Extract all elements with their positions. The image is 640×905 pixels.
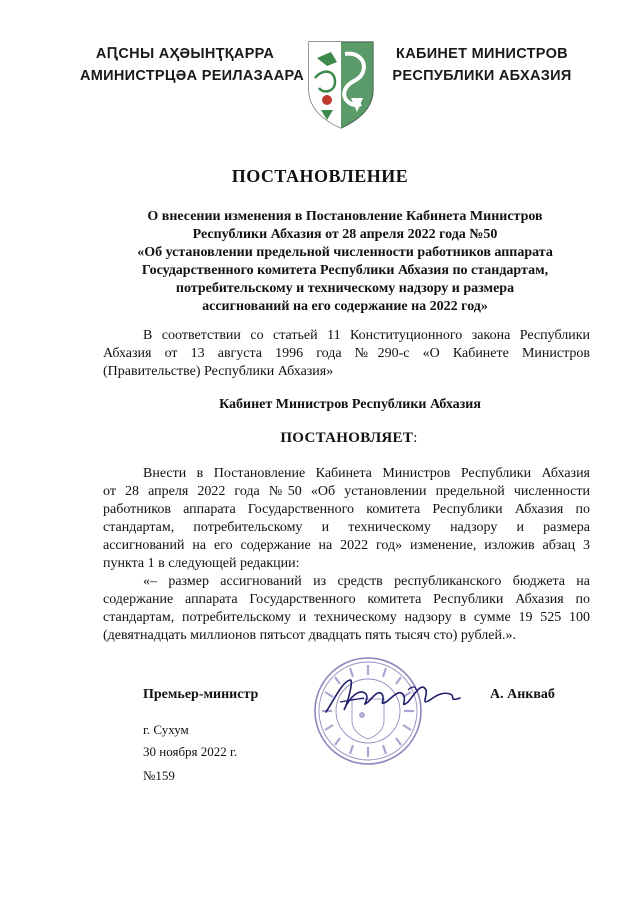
- body-line: ассигнований на его содержание на 2022 год» изменение, изложив абзац 3: [103, 538, 590, 553]
- subject-line: «Об установлении предельной численности работников аппарата: [137, 245, 553, 260]
- document-subject: [100, 208, 590, 316]
- preamble-line: В соответствии со статьей 11 Конституционного закона Республики: [143, 328, 590, 343]
- decree-colon: :: [413, 430, 418, 446]
- header-russian-title: [382, 43, 582, 87]
- issuing-body: Кабинет Министров Республики Абхазия: [219, 397, 481, 412]
- document-number: №159: [143, 768, 175, 783]
- header-abkhaz-title: [80, 43, 305, 87]
- body-line: от 28 апреля 2022 года №50 «Об установлении предельной численности: [103, 484, 590, 499]
- quote-line: содержание аппарата Государственного комитета Республики Абхазия по: [103, 592, 590, 607]
- preamble-paragraph: [103, 327, 590, 381]
- subject-line: потребительскому и техническому надзору и размера: [175, 281, 515, 296]
- header-right-line1: КАБИНЕТ МИНИСТРОВ: [396, 46, 568, 62]
- preamble-line: (Правительстве) Республики Абхазия»: [103, 364, 334, 379]
- decree-word: ПОСТАНОВЛЯЕТ: [280, 430, 414, 446]
- body-line: работников аппарата Государственного комитета Республики Абхазия по: [103, 502, 590, 517]
- header-right-line2: РЕСПУБЛИКИ АБХАЗИЯ: [392, 68, 572, 84]
- header-left-line1: АԤСНЫ АҲӘЫНҬҚАРРА: [95, 46, 275, 62]
- subject-line: Республики Абхазия от 28 апреля 2022 года №50: [192, 227, 498, 242]
- decree-heading: [0, 430, 640, 447]
- body-line: пункта 1 в следующей редакции:: [103, 556, 300, 571]
- quote-line: «– размер ассигнований из средств республиканского бюджета на: [143, 574, 590, 589]
- document-place: г. Сухум: [143, 722, 189, 737]
- subject-line: О внесении изменения в Постановление Кабинета Министров: [147, 209, 543, 224]
- preamble-line: Абхазия от 13 августа 1996 года №290-с «О Кабинете Министров: [103, 346, 590, 361]
- quote-line: стандартам, потребительскому и техническому надзору в сумме 19 525 100: [103, 610, 590, 625]
- body-line: стандартам, потребительскому и техническому надзору и размера: [103, 520, 590, 535]
- subject-line: Государственного комитета Республики Абхазия по стандартам,: [141, 263, 549, 278]
- quote-line: (девятнадцать миллионов пятьсот двадцать пять тысяч сто) рублей.».: [103, 628, 516, 643]
- coat-of-arms-icon: [305, 38, 377, 130]
- signatory-position: Премьер-министр: [143, 687, 259, 702]
- body-paragraph: [103, 465, 590, 645]
- header-left-line2: АМИНИСТРЦӘА РЕИЛАЗААРА: [80, 68, 305, 84]
- document-date: 30 ноября 2022 г.: [143, 744, 238, 759]
- signatory-name: А. Анкваб: [490, 687, 555, 702]
- document-title: ПОСТАНОВЛЕНИЕ: [231, 166, 409, 186]
- subject-line: ассигнований на его содержание на 2022 год»: [202, 299, 488, 314]
- body-line: Внести в Постановление Кабинета Министров Республики Абхазия: [143, 466, 590, 481]
- handwritten-signature-icon: [320, 672, 470, 722]
